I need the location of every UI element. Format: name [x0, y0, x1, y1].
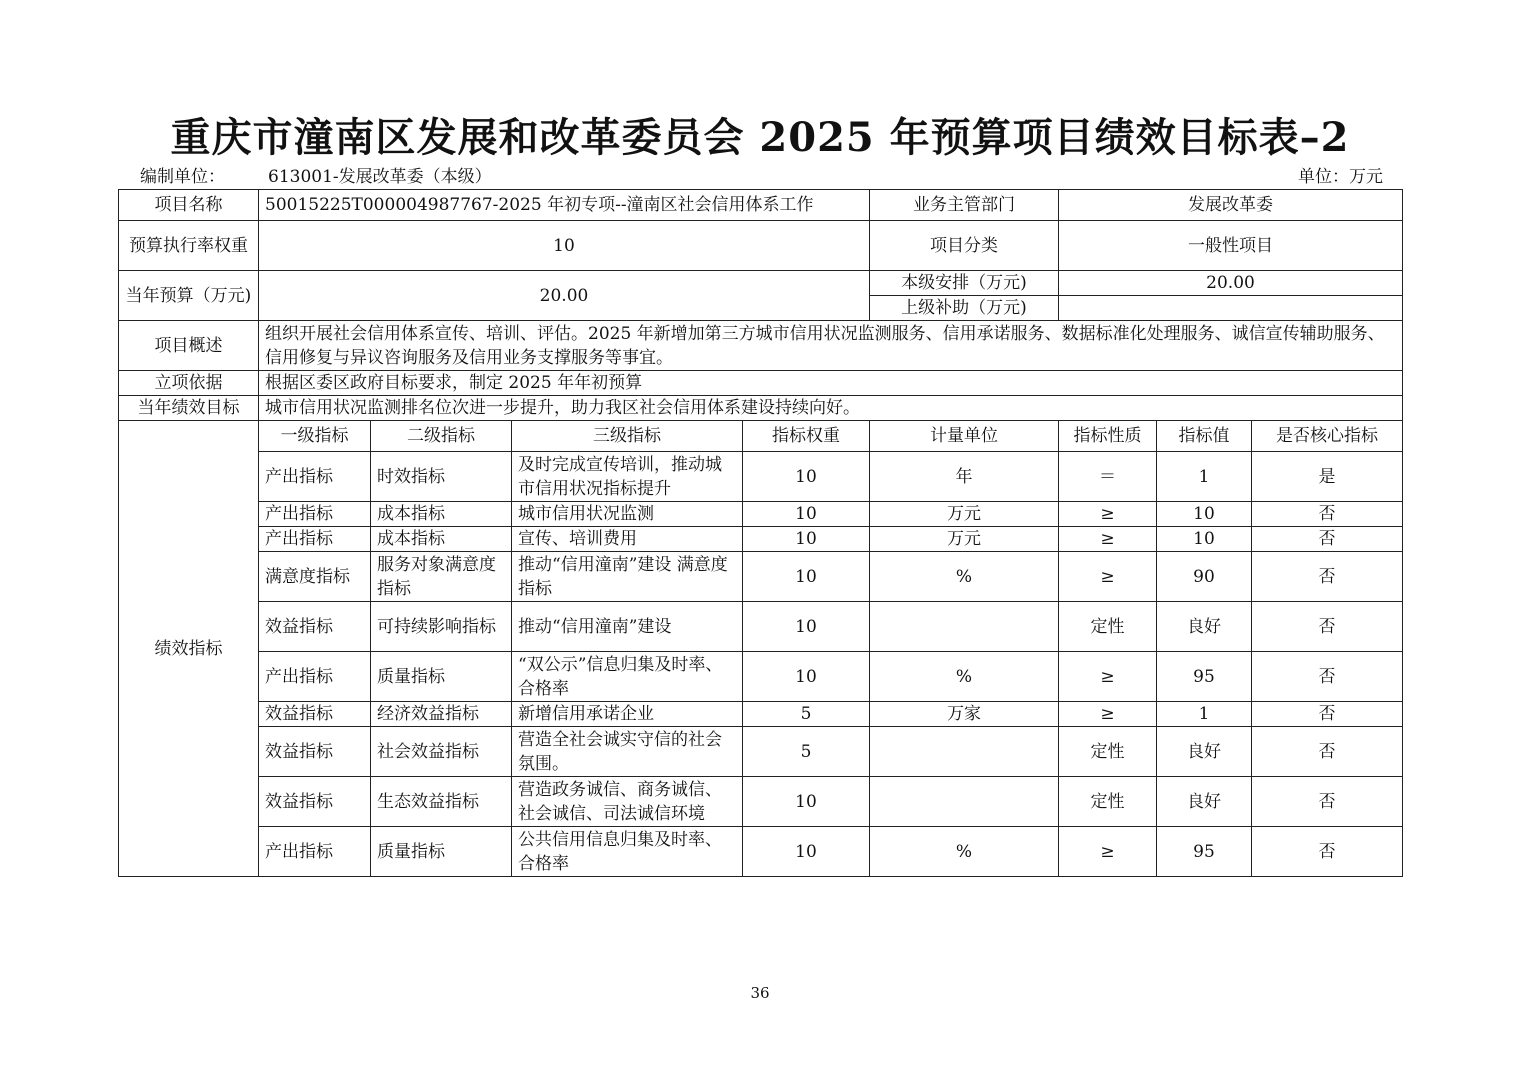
indicator-cell: 可持续影响指标: [371, 602, 512, 652]
indicator-cell: ≥: [1059, 827, 1157, 877]
project-name-label: 项目名称: [119, 190, 259, 221]
indicator-cell: 服务对象满意度指标: [371, 552, 512, 602]
exec-weight-label: 预算执行率权重: [119, 221, 259, 271]
exec-weight-value: 10: [259, 221, 870, 271]
indicator-cell: 10: [743, 652, 870, 702]
indicator-cell: 经济效益指标: [371, 702, 512, 727]
superior-value: [1059, 296, 1403, 321]
dept-value: 发展改革委: [1059, 190, 1403, 221]
indicator-cell: 定性: [1059, 777, 1157, 827]
indicator-cell: 效益指标: [259, 602, 371, 652]
overview-row: [119, 321, 1403, 371]
indicator-cell: 社会效益指标: [371, 727, 512, 777]
indicator-cell: ≥: [1059, 502, 1157, 527]
indicator-cell: 1: [1157, 702, 1252, 727]
indicator-cell: 95: [1157, 652, 1252, 702]
indicator-row: [119, 602, 1403, 652]
indicator-cell: 95: [1157, 827, 1252, 877]
indicator-row: [119, 502, 1403, 527]
budget-row: [119, 271, 1403, 296]
indicator-cell: %: [870, 827, 1059, 877]
indicator-cell: 产出指标: [259, 502, 371, 527]
indicator-cell: 10: [743, 452, 870, 502]
header-cell: 指标权重: [743, 421, 870, 452]
indicator-cell: ≥: [1059, 652, 1157, 702]
indicator-cell: 10: [1157, 527, 1252, 552]
budget-performance-table: [118, 189, 1403, 877]
indicator-cell: ≥: [1059, 702, 1157, 727]
indicator-cell: 10: [743, 552, 870, 602]
basis-value: 根据区委区政府目标要求，制定 2025 年年初预算: [259, 371, 1403, 396]
indicator-cell: 质量指标: [371, 652, 512, 702]
indicator-cell: 宣传、培训费用: [512, 527, 743, 552]
overview-value: 组织开展社会信用体系宣传、培训、评估。2025 年新增加第三方城市信用状况监测服务、信用承诺服务、数据标准化处理服务、诚信宣传辅助服务、信用修复与异议咨询服务及信用业务支撑服务等事宜。: [259, 321, 1403, 371]
indicator-cell: 5: [743, 702, 870, 727]
indicator-cell: 是: [1252, 452, 1403, 502]
unit-label: 单位：万元: [1298, 167, 1383, 187]
indicator-cell: 成本指标: [371, 527, 512, 552]
indicator-cell: 10: [743, 527, 870, 552]
org-value: 613001-发展改革委（本级）: [268, 167, 492, 187]
indicator-cell: 公共信用信息归集及时率、合格率: [512, 827, 743, 877]
header-cell: 是否核心指标: [1252, 421, 1403, 452]
indicator-cell: 良好: [1157, 777, 1252, 827]
indicator-cell: 10: [743, 502, 870, 527]
header-cell: 指标值: [1157, 421, 1252, 452]
indicator-cell: 万元: [870, 502, 1059, 527]
indicator-cell: 否: [1252, 827, 1403, 877]
indicator-cell: %: [870, 652, 1059, 702]
indicator-row: [119, 727, 1403, 777]
indicator-cell: 否: [1252, 777, 1403, 827]
indicator-cell: 否: [1252, 602, 1403, 652]
indicator-cell: 90: [1157, 552, 1252, 602]
indicator-cell: 否: [1252, 652, 1403, 702]
indicator-cell: 营造政务诚信、商务诚信、社会诚信、司法诚信环境: [512, 777, 743, 827]
indicator-cell: 效益指标: [259, 702, 371, 727]
local-value: 20.00: [1059, 271, 1403, 296]
indicator-cell: 万元: [870, 527, 1059, 552]
indicator-cell: [870, 727, 1059, 777]
indicator-cell: 良好: [1157, 727, 1252, 777]
basis-label: 立项依据: [119, 371, 259, 396]
indicator-cell: 否: [1252, 727, 1403, 777]
indicator-cell: [870, 602, 1059, 652]
indicator-cell: ＝: [1059, 452, 1157, 502]
indicator-row: [119, 777, 1403, 827]
indicator-cell: 效益指标: [259, 727, 371, 777]
indicator-cell: 新增信用承诺企业: [512, 702, 743, 727]
header-cell: 计量单位: [870, 421, 1059, 452]
indicator-header-row: [119, 421, 1403, 452]
indicator-cell: %: [870, 552, 1059, 602]
basis-row: [119, 371, 1403, 396]
indicator-cell: 产出指标: [259, 452, 371, 502]
local-label: 本级安排（万元): [870, 271, 1059, 296]
budget-label: 当年预算（万元): [119, 271, 259, 321]
indicator-cell: 推动“信用潼南”建设: [512, 602, 743, 652]
indicator-row: [119, 827, 1403, 877]
indicator-cell: 10: [743, 602, 870, 652]
indicator-cell: 否: [1252, 527, 1403, 552]
exec-weight-row: [119, 221, 1403, 271]
indicator-cell: 5: [743, 727, 870, 777]
indicator-cell: 时效指标: [371, 452, 512, 502]
superior-label: 上级补助（万元): [870, 296, 1059, 321]
goal-row: [119, 396, 1403, 421]
indicator-cell: ≥: [1059, 527, 1157, 552]
indicator-cell: 年: [870, 452, 1059, 502]
indicator-cell: 产出指标: [259, 652, 371, 702]
project-name-value: 50015225T000004987767-2025 年初专项--潼南区社会信用体系工作: [259, 190, 870, 221]
indicator-cell: 否: [1252, 502, 1403, 527]
header-cell: 一级指标: [259, 421, 371, 452]
indicator-cell: 1: [1157, 452, 1252, 502]
indicator-cell: 万家: [870, 702, 1059, 727]
indicator-cell: 良好: [1157, 602, 1252, 652]
indicator-cell: 10: [743, 827, 870, 877]
indicator-cell: 营造全社会诚实守信的社会氛围。: [512, 727, 743, 777]
dept-label: 业务主管部门: [870, 190, 1059, 221]
indicator-cell: 10: [743, 777, 870, 827]
indicator-cell: 城市信用状况监测: [512, 502, 743, 527]
budget-value: 20.00: [259, 271, 870, 321]
page-number: 36: [750, 984, 770, 1002]
indicator-cell: “双公示”信息归集及时率、合格率: [512, 652, 743, 702]
category-value: 一般性项目: [1059, 221, 1403, 271]
indicator-cell: 生态效益指标: [371, 777, 512, 827]
overview-label: 项目概述: [119, 321, 259, 371]
indicator-cell: 否: [1252, 552, 1403, 602]
indicator-row: [119, 452, 1403, 502]
category-label: 项目分类: [870, 221, 1059, 271]
project-name-row: [119, 190, 1403, 221]
indicator-cell: 满意度指标: [259, 552, 371, 602]
indicator-cell: 效益指标: [259, 777, 371, 827]
indicator-cell: 推动“信用潼南”建设 满意度指标: [512, 552, 743, 602]
indicator-cell: 成本指标: [371, 502, 512, 527]
indicator-cell: 定性: [1059, 602, 1157, 652]
indicator-cell: 质量指标: [371, 827, 512, 877]
indicator-cell: 产出指标: [259, 827, 371, 877]
indicator-cell: [870, 777, 1059, 827]
indicator-cell: 10: [1157, 502, 1252, 527]
page-title: 重庆市潼南区发展和改革委员会 2025 年预算项目绩效目标表–2: [170, 114, 1350, 161]
goal-label: 当年绩效目标: [119, 396, 259, 421]
indicator-cell: 否: [1252, 702, 1403, 727]
indicator-row: [119, 652, 1403, 702]
indicator-cell: 产出指标: [259, 527, 371, 552]
header-cell: 指标性质: [1059, 421, 1157, 452]
header-cell: 二级指标: [371, 421, 512, 452]
indicator-row: [119, 527, 1403, 552]
indicator-cell: 定性: [1059, 727, 1157, 777]
indicator-cell: ≥: [1059, 552, 1157, 602]
indicators-section-label: 绩效指标: [119, 421, 259, 877]
goal-value: 城市信用状况监测排名位次进一步提升，助力我区社会信用体系建设持续向好。: [259, 396, 1403, 421]
indicator-row: [119, 552, 1403, 602]
header-cell: 三级指标: [512, 421, 743, 452]
indicator-row: [119, 702, 1403, 727]
org-label: 编制单位：: [140, 167, 225, 187]
indicator-cell: 及时完成宣传培训，推动城市信用状况指标提升: [512, 452, 743, 502]
